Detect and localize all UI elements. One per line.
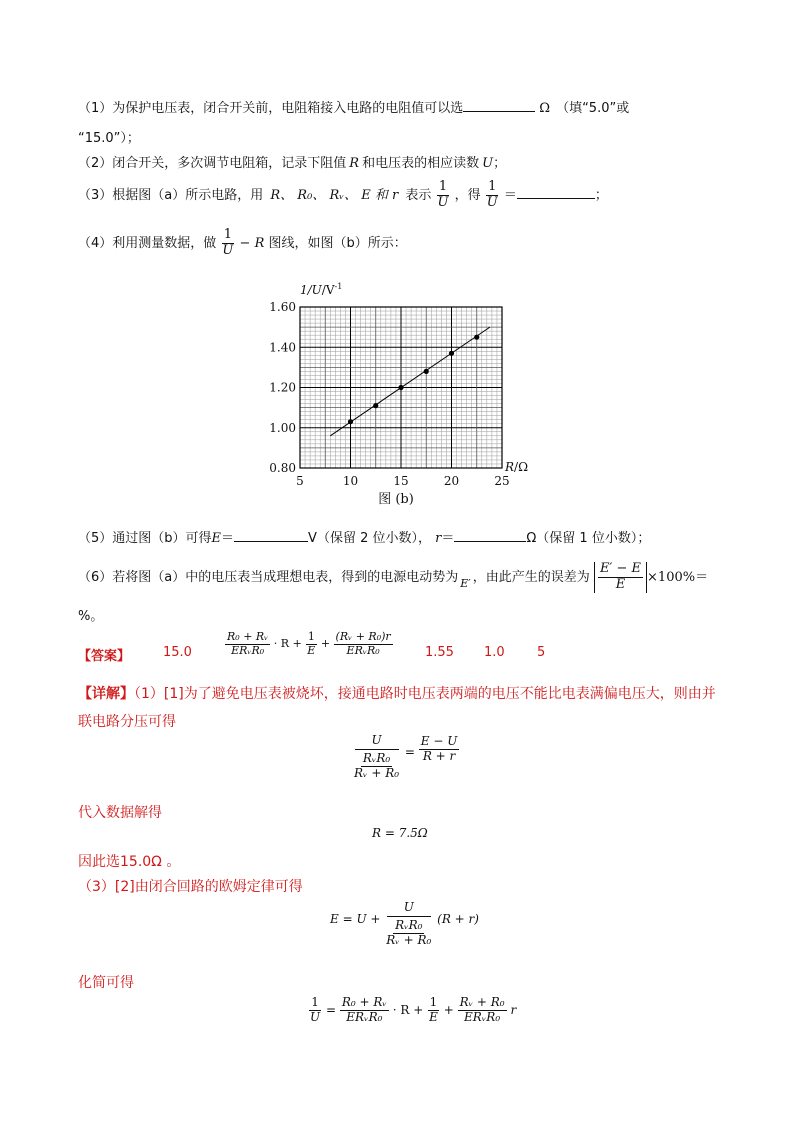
q6-text-a: （6）若将图（a）中的电压表当成理想电表，得到的电源电动势为 (78, 569, 459, 585)
chart-caption: 图 (b) (378, 492, 414, 507)
q2-var-U: U (482, 156, 494, 171)
ans-f-den2: E (307, 643, 316, 657)
q3-text-e: ； (594, 187, 608, 203)
eq4-n3: Rᵥ + R₀ (459, 995, 505, 1009)
q4-text-b: 图线，如图（b）所示： (268, 235, 407, 251)
q5-blank-r (454, 529, 526, 542)
frac-den: U (437, 194, 449, 210)
eq1-inner-num: RᵥR₀ (362, 751, 391, 765)
q6-abs-fraction (594, 562, 647, 593)
question-2 (78, 152, 506, 171)
chart-x-tick-labels (296, 474, 509, 488)
frac-num: 1 (438, 179, 448, 194)
detail-eq4 (308, 996, 516, 1025)
q2-text-b: 和电压表的相应读数 (362, 156, 480, 171)
eq4-n1: R₀ + Rᵥ (341, 995, 387, 1009)
question-1-line1 (78, 97, 629, 116)
data-point (398, 385, 403, 390)
detail-label: 【详解】 (78, 686, 134, 702)
detail-eq3 (330, 900, 479, 948)
frac-den: U (486, 194, 498, 210)
question-3 (78, 180, 608, 211)
data-point (348, 419, 353, 424)
chart-figure-b (0, 270, 800, 510)
eq4-mid: · R + (392, 1002, 424, 1017)
ans-f-num2: 1 (307, 630, 315, 643)
eq4-ld: U (310, 1009, 321, 1024)
q3-equals: ＝ (503, 187, 517, 203)
q3-frac-1-over-U-2 (485, 180, 500, 211)
data-point (474, 335, 479, 340)
detail-eq1 (352, 733, 459, 781)
ans-f-plus: + (320, 637, 331, 651)
q5-blank-E (234, 529, 308, 542)
detail-eq2: R = 7.5Ω (372, 826, 428, 840)
eq4-ln: 1 (311, 995, 319, 1009)
question-4: （4）利用测量数据，做 $\frac{1}{U}$ − R 图线，如图（b）所示： (78, 227, 407, 258)
detail-p4: （3）[2]由闭合回路的欧姆定律可得 (78, 879, 303, 895)
answer-v4: 5 (537, 645, 546, 660)
frac-num: 1 (488, 179, 497, 194)
q1-answer-blank (463, 99, 535, 112)
x-tick-label: 15 (393, 474, 409, 488)
data-point (424, 369, 429, 374)
ans-f-den3: ERᵥR₀ (346, 643, 380, 657)
eq4-n2: 1 (429, 995, 438, 1009)
q4-frac-1-over-U (220, 228, 235, 259)
eq3-right: (R + r) (437, 912, 479, 926)
question-1-line2 (78, 127, 140, 146)
q5-text-a: （5）通过图（b）可得 (78, 531, 212, 546)
q5-eq: ＝ (221, 531, 235, 546)
ans-f-num1: R₀ + Rᵥ (227, 630, 269, 643)
eq4-eq: = (325, 1002, 337, 1017)
q2-text-a: （2）闭合开关，多次调节电阻箱，记录下阻值 (78, 156, 347, 171)
y-tick-label: 0.80 (269, 461, 296, 475)
answer-formula (225, 631, 393, 657)
answer-v3: 1.0 (484, 645, 505, 660)
q3-frac-1-over-U (435, 180, 450, 211)
question-5 (78, 527, 650, 546)
detail-text-1a: （1）[1]为了避免电压表被烧坏，接通电路时电压表两端的电压不能比电表满偏电压大，则由并 (134, 686, 716, 702)
q6-text-d: %。 (78, 609, 104, 624)
q3-text-c: ，得 (454, 187, 481, 203)
q5-text-b: V（保留 2 位小数）， (308, 531, 436, 546)
answer-label: 【答案】 (78, 649, 131, 664)
q6-frac-den: E (615, 576, 626, 592)
q1-text-b: （填“5.0”或 (556, 101, 630, 116)
eq1-rden: R + r (422, 748, 456, 763)
chart-y-tick-labels (269, 300, 296, 475)
q5-text-c: Ω（保留 1 位小数）； (526, 531, 651, 546)
data-point (449, 351, 454, 356)
chart-y-axis-label: $1/U/V^{-1}$ (300, 282, 343, 297)
eq4-tail: r (510, 1002, 517, 1017)
eq4-d1: ERᵥR₀ (346, 1009, 383, 1024)
ans-f-den1: ERᵥR₀ (231, 643, 265, 657)
q6-text-c: ×100%＝ (647, 569, 709, 585)
eq3-inner-den: Rᵥ + R₀ (386, 932, 432, 947)
q5-var-E: E (211, 531, 222, 546)
q2-var-R: R (349, 156, 360, 171)
x-tick-label: 20 (443, 474, 460, 488)
ans-f-mid: · R + (273, 637, 302, 651)
q2-text-c: ； (493, 156, 507, 171)
q1-text-c: “15.0”）； (78, 131, 140, 146)
eq1-num-top: U (371, 733, 382, 747)
q5-var-r: r (435, 531, 442, 546)
eq1-rnum: E − U (420, 734, 458, 748)
question-6 (78, 562, 708, 593)
eq4-d3: ERᵥR₀ (464, 1009, 501, 1024)
eq4-d2: E (429, 1009, 438, 1024)
q4-text-a: （4）利用测量数据，做 (78, 235, 217, 251)
q3-variables: R、 R₀、 Rᵥ、 E 和 r (270, 187, 399, 203)
eq3-num: U (403, 900, 414, 914)
eq1-eq: = (404, 745, 415, 759)
q5-eq2: ＝ (441, 531, 455, 546)
q1-unit: Ω (539, 101, 551, 116)
detail-p1b: 联电路分压可得 (78, 714, 176, 730)
ans-f-num3: (Rᵥ + R₀)r (335, 630, 391, 643)
eq3-left: E = U + (330, 912, 381, 926)
answer-v1: 15.0 (163, 645, 192, 660)
detail-p5: 化简可得 (78, 975, 134, 991)
q6-frac-num: E′ − E (599, 561, 642, 576)
detail-p3: 因此选15.0Ω 。 (78, 854, 181, 870)
detail-p2: 代入数据解得 (78, 805, 162, 821)
data-point (373, 403, 378, 408)
y-tick-label: 1.60 (269, 300, 296, 314)
detail-p1a (78, 683, 716, 703)
x-tick-label: 5 (296, 474, 304, 488)
question-6-line2 (78, 605, 103, 624)
q3-text-a: （3）根据图（a）所示电路，用 (78, 187, 264, 203)
answer-v2: 1.55 (425, 645, 454, 660)
x-tick-label: 25 (494, 474, 510, 488)
q6-text-b: ，由此产生的误差为 (472, 569, 590, 585)
frac-num: 1 (223, 227, 233, 242)
q3-text-b: 表示 (405, 187, 432, 203)
x-tick-label: 10 (342, 474, 359, 488)
eq3-inner-num: RᵥR₀ (395, 918, 423, 932)
y-tick-label: 1.40 (269, 340, 296, 355)
frac-den: U (222, 242, 234, 258)
q6-var-Ep: E′ (460, 576, 471, 590)
y-tick-label: 1.00 (269, 420, 296, 435)
eq4-plus: + (443, 1002, 454, 1017)
q3-answer-blank (517, 186, 595, 199)
chart-x-axis-label: R/Ω (505, 460, 529, 474)
eq1-inner-den: Rᵥ + R₀ (354, 765, 400, 780)
y-tick-label: 1.20 (269, 380, 296, 395)
q1-text-a: （1）为保护电压表，闭合开关前，电阻箱接入电路的电阻值可以选 (78, 101, 464, 116)
